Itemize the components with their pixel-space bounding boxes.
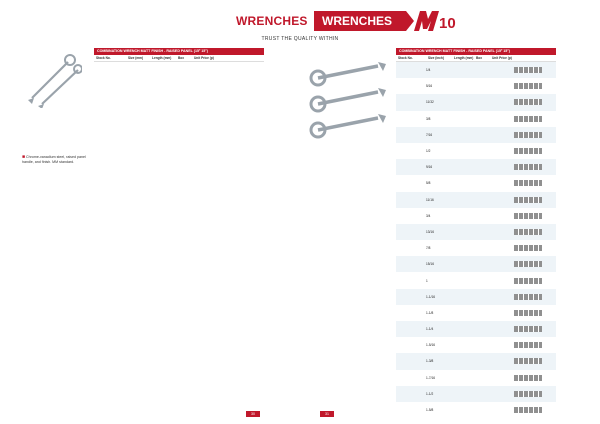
size-cell: 5/16 bbox=[426, 84, 433, 89]
size-cell: 1-5/16 bbox=[426, 343, 436, 348]
barcode bbox=[514, 180, 542, 186]
barcode bbox=[514, 294, 542, 300]
barcode bbox=[514, 67, 542, 73]
barcode bbox=[514, 148, 542, 154]
size-cell: 1-1/8 bbox=[426, 310, 434, 315]
table-row bbox=[396, 62, 556, 78]
barcode bbox=[514, 375, 542, 381]
table-row bbox=[396, 175, 556, 191]
left-header-title: WRENCHES bbox=[236, 14, 308, 28]
size-cell: 1/4 bbox=[426, 68, 431, 73]
left-product-table bbox=[94, 48, 264, 62]
right-table-body bbox=[396, 62, 556, 418]
size-cell: 1/2 bbox=[426, 149, 431, 154]
barcode bbox=[514, 310, 542, 316]
table-row bbox=[396, 192, 556, 208]
table-row bbox=[396, 208, 556, 224]
table-row bbox=[396, 78, 556, 94]
col-price: Unit Price (p) bbox=[492, 56, 512, 60]
table-row bbox=[396, 370, 556, 386]
table-row bbox=[396, 127, 556, 143]
right-table-title: COMBINATION WRENCH MATT FINISH - RAISED PANEL (15º 15°) bbox=[396, 48, 556, 55]
col-stock: Stock No. bbox=[398, 56, 413, 60]
barcode bbox=[514, 83, 542, 89]
size-cell: 7/16 bbox=[426, 132, 433, 137]
size-cell: 9/16 bbox=[426, 165, 433, 170]
col-stock: Stock No. bbox=[96, 56, 111, 60]
size-cell: 1-1/4 bbox=[426, 327, 434, 332]
table-row bbox=[396, 94, 556, 110]
table-row bbox=[396, 386, 556, 402]
size-cell: 3/4 bbox=[426, 213, 431, 218]
left-table-header bbox=[94, 55, 264, 62]
col-length: Length (mm) bbox=[152, 56, 172, 60]
svg-text:10: 10 bbox=[439, 15, 456, 32]
size-cell: 3/8 bbox=[426, 116, 431, 121]
size-cell: 1 bbox=[426, 278, 428, 283]
table-row bbox=[396, 256, 556, 272]
size-cell: 13/16 bbox=[426, 229, 434, 234]
size-cell: 7/8 bbox=[426, 246, 431, 251]
wrench-image-left bbox=[22, 48, 82, 108]
tagline: TRUST THE QUALITY WITHIN bbox=[261, 36, 339, 42]
left-table-title: COMBINATION WRENCH MATT FINISH - RAISED PANEL (15º 15°) bbox=[94, 48, 264, 55]
table-row bbox=[396, 402, 556, 418]
size-cell: 15/16 bbox=[426, 262, 434, 267]
table-row bbox=[396, 353, 556, 369]
col-size: Size (mm) bbox=[128, 56, 144, 60]
barcode bbox=[514, 164, 542, 170]
table-row bbox=[396, 337, 556, 353]
product-note: ■ Chrome-vanadium steel, raised panel handle, and finish. MM standard. bbox=[22, 154, 86, 164]
table-row bbox=[396, 240, 556, 256]
col-size: Size (inch) bbox=[428, 56, 444, 60]
barcode bbox=[514, 116, 542, 122]
size-cell: 11/32 bbox=[426, 100, 434, 105]
size-cell: 1-3/8 bbox=[426, 359, 434, 364]
col-box: Box bbox=[178, 56, 185, 60]
barcode bbox=[514, 229, 542, 235]
table-row bbox=[396, 159, 556, 175]
size-cell: 1-1/16 bbox=[426, 294, 436, 299]
table-row bbox=[396, 143, 556, 159]
barcode bbox=[514, 342, 542, 348]
right-product-table bbox=[396, 48, 556, 418]
table-row bbox=[396, 224, 556, 240]
barcode bbox=[514, 407, 542, 413]
size-cell: 5/8 bbox=[426, 181, 431, 186]
col-box: Box bbox=[476, 56, 483, 60]
col-price: Unit Price (p) bbox=[194, 56, 214, 60]
wrench-image-right bbox=[308, 56, 388, 146]
barcode bbox=[514, 132, 542, 138]
size-cell: 1-5/8 bbox=[426, 408, 434, 413]
barcode bbox=[514, 197, 542, 203]
barcode bbox=[514, 261, 542, 267]
table-row bbox=[396, 289, 556, 305]
brand-logo bbox=[412, 9, 460, 33]
barcode bbox=[514, 245, 542, 251]
page-number-right: 31 bbox=[320, 411, 334, 417]
right-table-header bbox=[396, 55, 556, 62]
size-cell: 1-7/16 bbox=[426, 375, 436, 380]
barcode bbox=[514, 358, 542, 364]
barcode bbox=[514, 391, 542, 397]
page-number-left: 30 bbox=[246, 411, 260, 417]
barcode bbox=[514, 326, 542, 332]
barcode bbox=[514, 213, 542, 219]
size-cell: 11/16 bbox=[426, 197, 434, 202]
table-row bbox=[396, 321, 556, 337]
right-header-title: WRENCHES bbox=[322, 14, 393, 28]
table-row bbox=[396, 305, 556, 321]
col-length: Length (mm) bbox=[454, 56, 474, 60]
table-row bbox=[396, 272, 556, 288]
size-cell: 1-1/2 bbox=[426, 391, 434, 396]
table-row bbox=[396, 111, 556, 127]
barcode bbox=[514, 99, 542, 105]
barcode bbox=[514, 278, 542, 284]
